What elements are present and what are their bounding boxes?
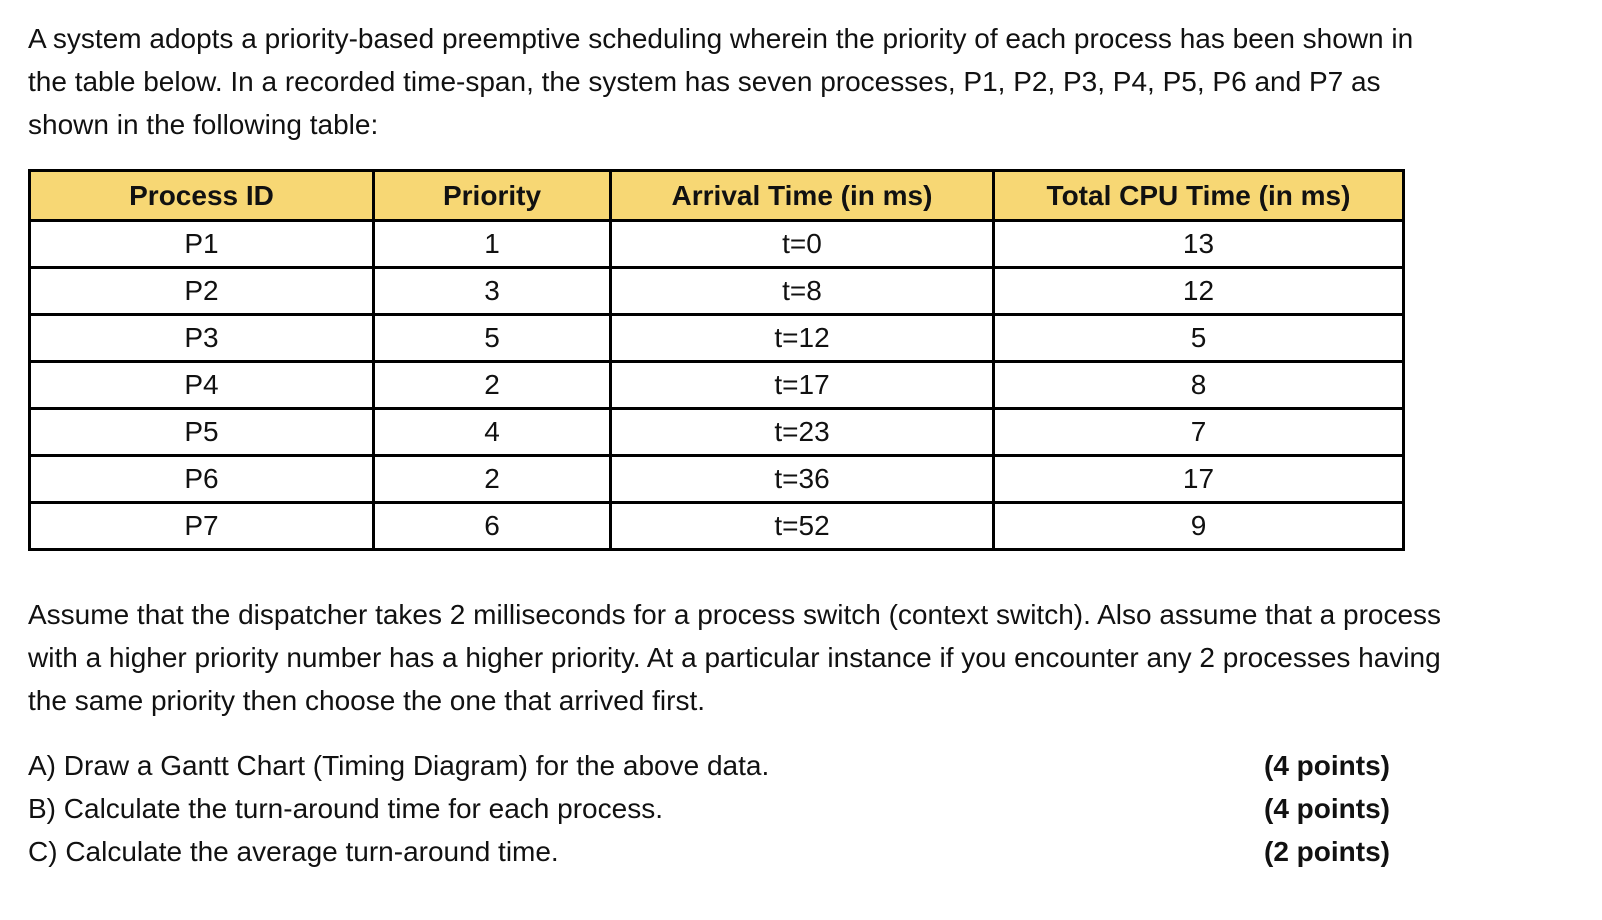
header-arrival-time: Arrival Time (in ms): [611, 171, 994, 221]
cell-cpu-time: 9: [994, 503, 1404, 550]
cell-cpu-time: 12: [994, 268, 1404, 315]
cell-process-id: P1: [30, 221, 374, 268]
question-a: [28, 744, 1390, 787]
header-total-cpu-time: Total CPU Time (in ms): [994, 171, 1404, 221]
question-c-text: C) Calculate the average turn-around time.: [28, 836, 559, 867]
question-b-text: B) Calculate the turn-around time for each process.: [28, 793, 663, 824]
table-header-row: [30, 171, 1404, 221]
cell-process-id: P7: [30, 503, 374, 550]
question-b-points: (4 points): [1264, 793, 1390, 824]
cell-arrival-time: t=12: [611, 315, 994, 362]
cell-cpu-time: 5: [994, 315, 1404, 362]
question-c: [28, 830, 1390, 873]
assumption-paragraph: Assume that the dispatcher takes 2 milliseconds for a process switch (context switch). Also assume that a process with a higher priority number has a higher priority. At a particular instance if you encounter any 2 processes having the same priority then choose the one that arrived first.: [28, 599, 1442, 716]
table-row: [30, 503, 1404, 550]
cell-arrival-time: t=52: [611, 503, 994, 550]
question-a-text: A) Draw a Gantt Chart (Timing Diagram) for the above data.: [28, 750, 770, 781]
cell-priority: 6: [374, 503, 611, 550]
cell-process-id: P2: [30, 268, 374, 315]
table-row: [30, 221, 1404, 268]
cell-arrival-time: t=8: [611, 268, 994, 315]
cell-process-id: P6: [30, 456, 374, 503]
table-row: [30, 315, 1404, 362]
cell-cpu-time: 13: [994, 221, 1404, 268]
question-b: [28, 787, 1390, 830]
table-row: [30, 456, 1404, 503]
header-process-id: Process ID: [30, 171, 374, 221]
header-priority: Priority: [374, 171, 611, 221]
cell-priority: 3: [374, 268, 611, 315]
cell-arrival-time: t=0: [611, 221, 994, 268]
cell-process-id: P4: [30, 362, 374, 409]
cell-priority: 4: [374, 409, 611, 456]
cell-cpu-time: 7: [994, 409, 1404, 456]
cell-priority: 1: [374, 221, 611, 268]
cell-process-id: P3: [30, 315, 374, 362]
cell-process-id: P5: [30, 409, 374, 456]
cell-priority: 2: [374, 456, 611, 503]
cell-arrival-time: t=23: [611, 409, 994, 456]
question-a-points: (4 points): [1264, 750, 1390, 781]
intro-paragraph: A system adopts a priority-based preemptive scheduling wherein the priority of each process has been shown in the table below. In a recorded time-span, the system has seven processes, P1, P2, P3, P4, P5, P6 and P7 as shown in the following table:: [28, 23, 1414, 140]
cell-cpu-time: 17: [994, 456, 1404, 503]
cell-priority: 2: [374, 362, 611, 409]
question-c-points: (2 points): [1264, 836, 1390, 867]
cell-arrival-time: t=36: [611, 456, 994, 503]
table-row: [30, 409, 1404, 456]
table-row: [30, 268, 1404, 315]
process-table: [28, 169, 1405, 551]
cell-priority: 5: [374, 315, 611, 362]
table-row: [30, 362, 1404, 409]
cell-cpu-time: 8: [994, 362, 1404, 409]
cell-arrival-time: t=17: [611, 362, 994, 409]
